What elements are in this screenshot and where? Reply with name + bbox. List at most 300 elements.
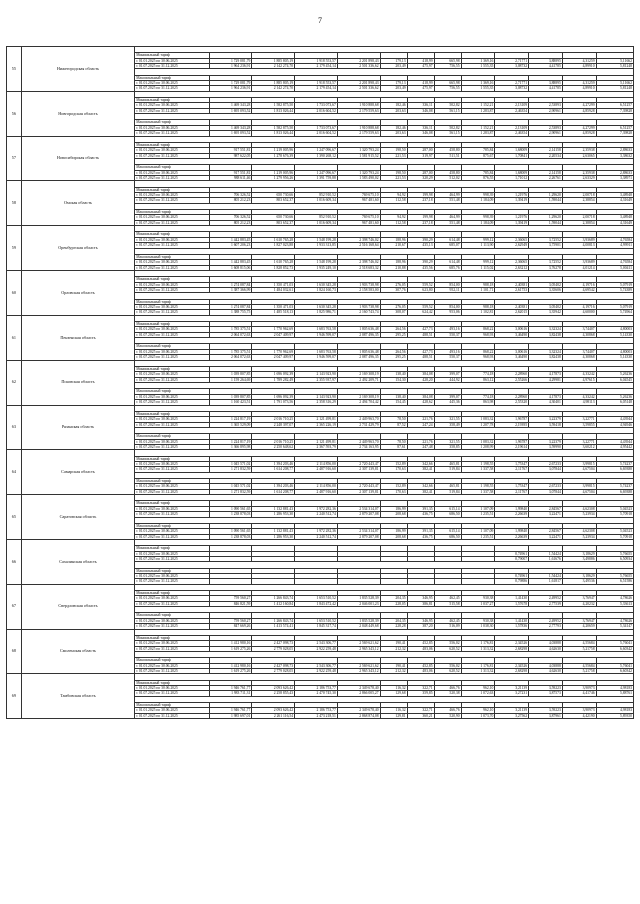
tariff-value: 190,41 [380,663,407,668]
tariff-value: 2 114 856,00 [295,461,338,466]
tariff-value: 458,80 [434,148,461,153]
tariff-value: 686,50 [434,512,461,517]
tariff-value: 2 142 274,70 [252,86,295,91]
tariff-value: 3,22379 [529,439,563,444]
tariff-value: 1 313,32 [461,668,495,673]
tariff-value: 1 184,09 [461,220,495,225]
tariff-value: 1 412 980,16 [209,663,252,668]
tariff-value: 3,49536 [562,579,596,584]
tariff-value: 1 582 875,50 [252,103,295,108]
tariff-value: 190,41 [380,641,407,646]
tariff-value: 785,84 [461,170,495,175]
period-label: с 01.01.2025 по 30.06.2025 [135,58,209,63]
tariff-value: 1 115,02 [461,265,495,270]
tariff-value: 5,74237 [596,461,633,466]
tariff-value: 2 720 443,47 [337,484,380,489]
tariff-value: 182,46 [380,125,407,130]
tariff-value: 466,76 [434,708,461,713]
tariff-value: 0,74961 [495,573,529,578]
tariff-value: 1 614 208,77 [252,489,295,494]
tariff-value: 4,55684 [562,663,596,668]
tariff-value: 967 481,60 [337,220,380,225]
tariff-value: 685,76 [434,265,461,270]
period-label: с 01.01.2025 по 30.06.2025 [135,461,209,466]
tariff-value: 846 821,59 [209,601,252,606]
tariff-value: 1 235,51 [461,534,495,539]
tariff-value: 3,46490 [495,332,529,337]
tariff-value: 4,17873 [529,372,563,377]
tariff-value: 1 176,81 [461,641,495,646]
tariff-value: 1 785 375,51 [209,327,252,332]
tariff-value: 1 412 980,16 [209,641,252,646]
tariff-value: 493,16 [434,349,461,354]
tariff-value: 2 048 449,68 [337,624,380,629]
tariff-value: 287,00 [407,148,434,153]
tariff-value: 399,07 [434,372,461,377]
tariff-value: 615,14 [434,529,461,534]
period-label: с 01.07.2025 по 31.12.2025 [135,444,209,449]
tariff-value: 854,00 [434,305,461,310]
tariff-value: 4,19716 [562,305,596,310]
tariff-value: 4,67504 [562,489,596,494]
tariff-value: 78,50 [380,417,407,422]
tariff-value: 1,29620 [529,215,563,220]
tariff-value: 3,38632 [596,153,633,158]
tariff-value: 129,81 [380,713,407,718]
tariff-value: 2,13109 [495,125,529,130]
period-label: с 01.01.2025 по 30.06.2025 [135,439,209,444]
min-tariff-label: Минимальный тариф [135,680,209,685]
tariff-value: 2,84567 [529,506,563,511]
tariff-value: 5,81248 [596,64,633,69]
tariff-value: 1 910 888,68 [337,125,380,130]
min-tariff-label: Минимальный тариф [135,232,209,237]
tariff-value: 87,61 [380,444,407,449]
min-tariff-label: Минимальный тариф [135,590,209,595]
tariff-value: 203,63 [380,108,407,113]
period-label: с 01.07.2025 по 31.12.2025 [135,153,209,158]
tariff-value: 512,02 [434,176,461,181]
max-tariff-label: Максимальный тариф [135,434,209,439]
tariff-value: 2,61753 [495,288,529,293]
period-label: с 01.07.2025 по 31.12.2025 [135,86,209,91]
tariff-value: 4,62630 [529,668,563,673]
tariff-value: 999,12 [461,237,495,242]
tariff-value: 2 258 855,43 [252,691,295,696]
tariff-value: 4,78626 [596,618,633,623]
tariff-value: 2,11767 [495,489,529,494]
tariff-value: 2,46354 [495,108,529,113]
tariff-value: 2 169 308,19 [337,394,380,399]
tariff-value: 1 413 574,41 [252,624,295,629]
tariff-value: 1 072,63 [461,691,495,696]
period-label: с 01.01.2025 по 30.06.2025 [135,81,209,86]
tariff-value: 4,00813 [562,243,596,248]
tariff-value: 382,41 [407,467,434,472]
tariff-value: 2 534 314,07 [337,506,380,511]
max-tariff-label: Максимальный тариф [135,344,209,349]
tariff-value: 2 248 397,07 [252,422,295,427]
tariff-value: 1 555,35 [461,86,495,91]
tariff-value: 759 560,27 [209,618,252,623]
tariff-value: 2 064 072,63 [209,332,252,337]
region-name: Нижегородская область [21,47,135,92]
tariff-value: 4,43944 [596,417,633,422]
tariff-value: 346,08 [407,131,434,136]
tariff-value: 221,53 [380,153,407,158]
period-label: с 01.01.2025 по 30.06.2025 [135,618,209,623]
tariff-value: 2 879 207,08 [337,512,380,517]
period-label: с 01.07.2025 по 31.12.2025 [135,534,209,539]
region-number: 56 [7,91,22,136]
tariff-value: 868,22 [461,349,495,354]
tariff-value: 774,18 [461,372,495,377]
tariff-value: 1 037,27 [461,601,495,606]
tariff-value: 1 683 763,58 [295,327,338,332]
tariff-value: 1 176,81 [461,663,495,668]
period-label: с 01.07.2025 по 31.12.2025 [135,624,209,629]
tariff-value: 1 283,87 [461,131,495,136]
tariff-value: 336,11 [407,125,434,130]
tariff-value: 1 729 081,79 [209,58,252,63]
tariff-value: 769 675,10 [337,215,380,220]
tariff-value: 1 918 553,57 [295,81,338,86]
tariff-value: 1 152,21 [461,103,495,108]
tariff-value: 868,22 [461,327,495,332]
tariff-value: 3,22771 [562,417,596,422]
tariff-value: 1 805 636,48 [337,349,380,354]
tariff-value: 2 179 559,63 [337,108,380,113]
tariff-value: 6,69388 [596,489,633,494]
tariff-value: 2 046 001,23 [337,601,380,606]
tariff-value: 1 485 518,13 [252,310,295,315]
period-label: с 01.01.2025 по 30.06.2025 [135,372,209,377]
tariff-value: 1 828 852,73 [252,265,295,270]
tariff-value: 2,14158 [529,148,563,153]
tariff-value: 228,28 [380,624,407,629]
tariff-value: 1,99840 [495,506,529,511]
tariff-value: 2 922 259,48 [295,646,338,651]
tariff-value: 1 946 761,77 [209,708,252,713]
tariff-value: 475,97 [407,86,434,91]
tariff-value: 1 279 956,26 [252,176,295,181]
tariff-value: 2 250 648,62 [252,444,295,449]
tariff-value: 221,53 [380,176,407,181]
tariff-value: 998,39 [461,193,495,198]
tariff-value: 188,96 [380,237,407,242]
tariff-value: 3,07844 [529,467,563,472]
tariff-value: 5,74389 [596,288,633,293]
tariff-value: 208,68 [380,512,407,517]
tariff-value: 212,32 [380,646,407,651]
tariff-value: 2 358 316,29 [295,400,338,405]
tariff-value: 4,80003 [596,349,633,354]
tariff-value: 1 548 199,28 [295,237,338,242]
tariff-value: 1 320 793,24 [337,170,380,175]
tariff-value: 1 313,32 [461,646,495,651]
tariff-value: 464,99 [434,193,461,198]
tariff-value: 129,68 [380,691,407,696]
tariff-value: 5,33613 [596,601,633,606]
tariff-value: 2 307 139,81 [337,489,380,494]
tariff-value: 1 581 915,52 [337,153,380,158]
tariff-value: 1 039 807,85 [209,372,252,377]
max-tariff-label: Максимальный тариф [135,613,209,618]
tariff-value: 988,18 [461,282,495,287]
tariff-value: 6,60342 [596,668,633,673]
tariff-value: 1 152,21 [461,125,495,130]
tariff-value: 221,76 [407,439,434,444]
period-label: с 01.07.2025 по 31.12.2025 [135,288,209,293]
region-name: Саратовская область [21,495,135,540]
tariff-value: 1 224 817,19 [209,439,252,444]
tariff-value: 1 825 986,71 [295,310,338,315]
tariff-value: 1 388 755,75 [209,310,252,315]
tariff-value: 2 016 710,25 [252,417,295,422]
region-number: 65 [7,495,22,540]
tariff-value: 2 047 409,97 [252,332,295,337]
tariff-value: 962,10 [461,708,495,713]
tariff-value: 94,92 [380,215,407,220]
tariff-value: 465,81 [434,461,461,466]
tariff-value: 2,38854 [562,220,596,225]
tariff-value: 2 868 874,08 [337,713,380,718]
region-number: 63 [7,405,22,450]
tariff-value: 987 622,05 [209,153,252,158]
tariff-value: 452,85 [407,641,434,646]
tariff-value: 1 630 345,28 [295,305,338,310]
tariff-value: 4,31649 [596,198,633,203]
min-tariff-label: Минимальный тариф [135,53,209,58]
tariff-value: 4,80003 [596,327,633,332]
tariff-value: 2,28960 [495,372,529,377]
tariff-value: 186,99 [380,529,407,534]
tariff-value: 390,29 [407,260,434,265]
tariff-value: 427,73 [407,327,434,332]
tariff-value: 5,70918 [596,512,633,517]
tariff-value: 1 107,09 [461,529,495,534]
tariff-value: 999,12 [461,260,495,265]
tariff-value: 1 159 264,69 [209,377,252,382]
tariff-value: 112,58 [380,198,407,203]
tariff-value: 198,50 [380,148,407,153]
tariff-value: 1 219 005,96 [252,148,295,153]
tariff-value: 3,27231 [495,691,529,696]
tariff-value: 4,98113 [562,400,596,405]
tariff-value: 237,18 [407,220,434,225]
period-label: с 01.07.2025 по 31.12.2025 [135,422,209,427]
tariff-value: 2,36065 [495,260,529,265]
tariff-value: 204,35 [380,596,407,601]
tariff-value: 2,90961 [529,108,563,113]
tariff-value: 1 102,81 [461,310,495,315]
tariff-value: 2 143 923,90 [295,394,338,399]
region-name: Свердловская область [21,584,135,629]
tariff-value: 4,62308 [562,506,596,511]
tariff-value: 4,85928 [562,131,596,136]
region-name: Смоленская область [21,629,135,674]
tariff-value: 1 653 510,52 [295,596,338,601]
period-label: с 01.07.2025 по 31.12.2025 [135,400,209,405]
tariff-value: 2 093 626,42 [252,708,295,713]
tariff-value: 2,40381 [495,282,529,287]
tariff-value: 418,99 [407,81,434,86]
tariff-value: 308,07 [380,310,407,315]
tariff-value: 1,54424 [529,573,563,578]
tariff-value: 2 516 168,64 [337,243,380,248]
tariff-value: 2,49952 [529,596,563,601]
tariff-value: 1 016 609,34 [295,198,338,203]
tariff-value: 1 101,71 [461,288,495,293]
tariff-value: 1 391 759,88 [295,176,338,181]
tariff-value: 4,55684 [562,641,596,646]
min-tariff-label: Минимальный тариф [135,456,209,461]
tariff-value: 384,08 [407,394,434,399]
period-label: с 01.01.2025 по 30.06.2025 [135,148,209,153]
tariff-value: 428,62 [407,400,434,405]
tariff-value: 2,63212 [495,265,529,270]
tariff-value: 1,59044 [529,220,563,225]
tariff-value: 3,72552 [529,260,563,265]
tariff-value: 968,93 [461,332,495,337]
tariff-value: 208,68 [380,534,407,539]
tariff-value: 2,00718 [562,193,596,198]
region-number: 67 [7,584,22,629]
period-label: с 01.01.2025 по 30.06.2025 [135,215,209,220]
tariff-value: 3,27562 [495,713,529,718]
tariff-value: 930,38 [461,596,495,601]
tariff-value: 3,21139 [495,708,529,713]
tariff-value: 2 470 745,30 [295,691,338,696]
tariff-value: 264,56 [380,327,407,332]
period-label: с 01.07.2025 по 31.12.2025 [135,243,209,248]
tariff-value: 1 885 805,19 [252,58,295,63]
tariff-value: 1 964 236,91 [209,86,252,91]
tariff-value: 1 946 599,07 [295,355,338,360]
tariff-value: 1 113,90 [461,243,495,248]
tariff-value: 1 350 471,03 [252,305,295,310]
tariff-value: 614,48 [434,237,461,242]
tariff-value: 1 365 529,09 [209,422,252,427]
tariff-value: 3,22471 [529,512,563,517]
tariff-value: 2 160 743,74 [337,310,380,315]
tariff-value: 4,27299 [562,125,596,130]
tariff-value: 2,26639 [495,534,529,539]
tariff-value: 3,48948 [596,215,633,220]
period-label: с 01.01.2025 по 30.06.2025 [135,529,209,534]
tariff-value: 452,85 [407,663,434,668]
tariff-value: 2 569 621,62 [337,663,380,668]
tariff-value: 1 972 282,36 [295,529,338,534]
tariff-value: 2,88633 [596,148,633,153]
tariff-value: 4,94946 [596,422,633,427]
tariff-value: 4,41746 [562,691,596,696]
tariff-value: 4,43944 [596,439,633,444]
tariff-value: 94,92 [380,193,407,198]
tariff-value: 1 608 815,06 [209,265,252,270]
tariff-value: 5,21758 [562,668,596,673]
max-tariff-label: Максимальный тариф [135,389,209,394]
tariff-value: 2 569 621,62 [337,641,380,646]
tariff-value: 1 918 553,57 [295,58,338,63]
tariff-value: 321,55 [434,417,461,422]
tariff-value: 4,67504 [562,467,596,472]
page-number: 7 [318,16,322,25]
max-tariff-label: Максимальный тариф [135,165,209,170]
period-label: с 01.07.2025 по 31.12.2025 [135,108,209,113]
tariff-value: 4,99911 [596,243,633,248]
tariff-value: 5,88761 [596,691,633,696]
tariff-value: 756,55 [434,64,461,69]
period-label: с 01.07.2025 по 31.12.2025 [135,556,209,561]
tariff-value: 5,21758 [562,646,596,651]
tariff-value: 4,42190 [562,713,596,718]
tariff-value: 3,60212 [562,444,596,449]
tariff-value: 1 045 571,02 [209,484,252,489]
tariff-value: 1 350 471,03 [252,282,295,287]
tariff-value: 287,00 [407,170,434,175]
tariff-value: 5,76655 [596,573,633,578]
tariff-value: 1,71012 [495,176,529,181]
tariff-value: 550,37 [434,355,461,360]
tariff-value: 3,48948 [596,193,633,198]
tariff-value: 4,30868 [562,355,596,360]
tariff-value: 1,41430 [495,596,529,601]
tariff-value: 953,06 [434,310,461,315]
tariff-value: 1 238 878,03 [209,534,252,539]
tariff-value: 2 201 898,43 [337,81,380,86]
tariff-value: 6,51257 [596,125,633,130]
tariff-value: 1 946 761,77 [209,685,252,690]
tariff-value: 502,82 [434,125,461,130]
region-name: Орловская область [21,271,135,316]
period-label: с 01.07.2025 по 31.12.2025 [135,131,209,136]
tariff-value: 2,46354 [495,131,529,136]
tariff-value: 1,96787 [495,439,529,444]
tariff-value: 346,08 [407,108,434,113]
tariff-value: 1 785 375,51 [209,349,252,354]
min-tariff-label: Минимальный тариф [135,277,209,282]
tariff-value: 0,79886 [495,579,529,584]
tariff-value: 5,23934 [562,512,596,517]
tariff-value: 502,82 [434,103,461,108]
region-name: Рязанская область [21,405,135,450]
tariff-value: 3,74407 [562,327,596,332]
tariff-value: 3,99815 [562,484,596,489]
tariff-value: 863,12 [461,377,495,382]
tariff-value: 3,07844 [529,489,563,494]
tariff-value: 445,36 [434,400,461,405]
tariff-value: 4,62630 [529,646,563,651]
tariff-value: 5,14330 [596,355,633,360]
tariff-value: 1 813 026,44 [252,108,295,113]
tariff-value: 4,20659 [562,624,596,629]
tariff-value: 2 016 604,52 [295,108,338,113]
tariff-value: 5,74237 [596,484,633,489]
period-label: с 01.07.2025 по 31.12.2025 [135,64,209,69]
tariff-value: 1 827 023,88 [252,243,295,248]
tariff-value: 2 121 499,81 [295,417,338,422]
tariff-value: 2 866 005,27 [337,691,380,696]
tariff-value: 1 337,58 [461,489,495,494]
tariff-value: 198,50 [380,170,407,175]
period-label: с 01.07.2025 по 31.12.2025 [135,489,209,494]
tariff-value: 360,21 [407,713,434,718]
tariff-value: 852 910,52 [295,193,338,198]
region-number: 66 [7,539,22,584]
tariff-value: 4,97615 [562,377,596,382]
tariff-value: 1 630 345,28 [295,282,338,287]
